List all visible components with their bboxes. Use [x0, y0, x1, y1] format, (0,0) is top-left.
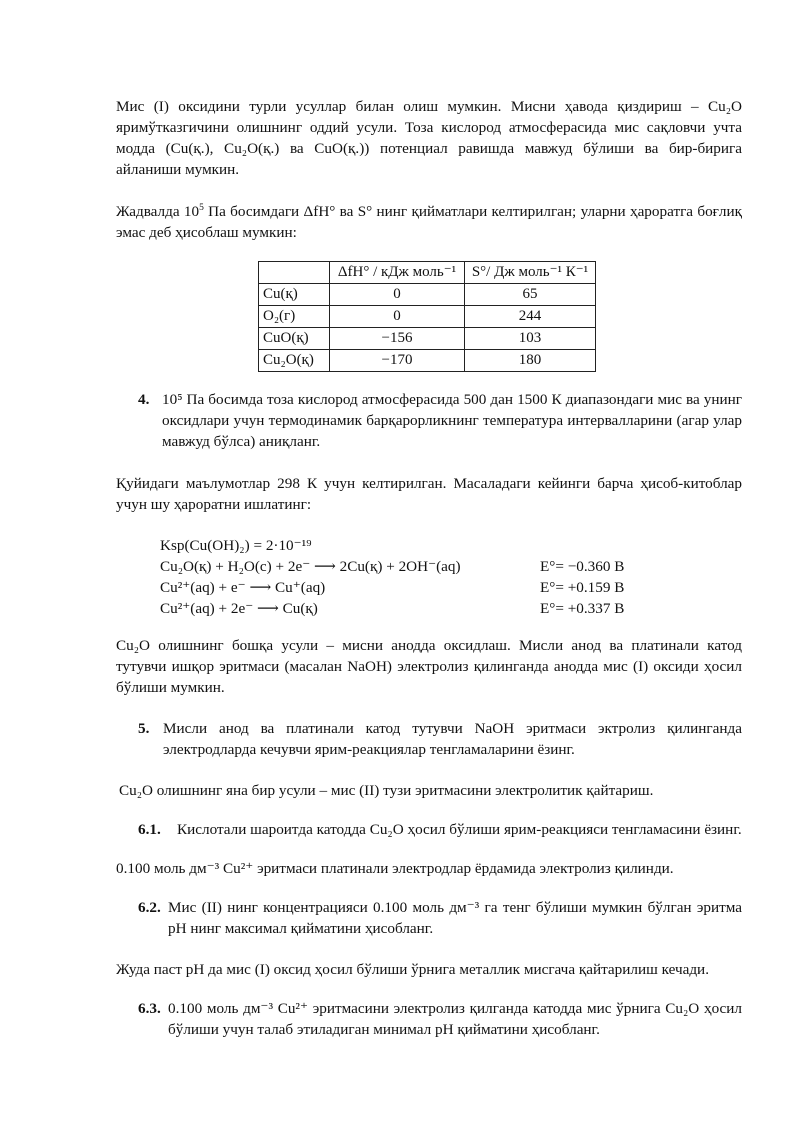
task-6-3 — [138, 998, 742, 1040]
task-6-1-text: Кислотали шароитда катодда Cu₂O ҳосил бўлиши ярим-реакцияси тенгламасини ёзинг. — [177, 821, 742, 838]
task-5-text: Мисли анод ва платинали катод тутувчи NaOH эритмаси эктролиз қилинганда электродларда кечувчи ярим-реакциялар тенгламаларини ёзинг. — [163, 720, 742, 758]
table-row — [259, 328, 596, 350]
document-page — [116, 96, 742, 1040]
table-intro-before: Жадвалда 10 — [116, 203, 200, 220]
equation-3-reaction: Cu²⁺(aq) + 2e⁻ ⟶ Cu(қ) — [160, 600, 318, 617]
table-cell-substance: O₂(г) — [259, 306, 330, 328]
task-6-3-text: 0.100 моль дм⁻³ Cu²⁺ эритмасини электролиз қилганда катодда мис ўрнига Cu₂O ҳосил бўлиши учун талаб этиладиган минимал pH қийматини ҳисобланг. — [168, 1000, 742, 1038]
table-cell-s: 180 — [465, 350, 596, 372]
ksp-line — [160, 535, 742, 556]
table-cell-s: 65 — [465, 284, 596, 306]
task-6-2-number: 6.2. — [138, 899, 161, 916]
task-6-2 — [138, 897, 742, 939]
table-header-s: S°/ Дж моль⁻¹ К⁻¹ — [465, 262, 596, 284]
table-row — [259, 350, 596, 372]
intro-paragraph: Мис (I) оксидини турли усуллар билан олиш мумкин. Мисни ҳавода қиздириш – Cu₂O яримўтказгичини олишнинг оддий усули. Тоза кислород атмосферасида мис сақловчи учта модда (Cu(қ.), Cu₂O(қ.) ва CuO(қ.)) потенциал равишда мавжуд бўлиши ва бир-бирига айланиши мумкин. — [116, 98, 742, 178]
equation-1-potential: E°= −0.360 В — [540, 558, 625, 575]
data-paragraph: Қуйидаги маълумотлар 298 К учун келтирилган. Масаладаги кейинги барча ҳисоб-китоблар учун шу ҳароратни ишлатинг: — [116, 475, 742, 513]
task-5-number: 5. — [138, 720, 150, 737]
table-intro-after: Па босимдаги ΔfH° ва S° нинг қийматлари келтирилган; уларни ҳароратга боғлиқ эмас деб ҳисоблаш мумкин: — [116, 203, 742, 241]
task-6-3-number: 6.3. — [138, 1000, 161, 1017]
equation-1 — [160, 556, 742, 577]
table-cell-dh: 0 — [330, 284, 465, 306]
table-cell-substance: Cu₂O(қ) — [259, 350, 330, 372]
task-4-number: 4. — [138, 391, 150, 408]
table-row — [259, 306, 596, 328]
low-ph-paragraph: Жуда паст pH да мис (I) оксид ҳосил бўлиши ўрнига металлик мисгача қайтарилиш кечади. — [116, 961, 709, 978]
task-6-2-text: Мис (II) нинг концентрацияси 0.100 моль дм⁻³ га тенг бўлиши мумкин бўлган эритма pH нинг максимал қийматини ҳисобланг. — [168, 899, 742, 937]
task-4-text: 10⁵ Па босимда тоза кислород атмосферасида 500 дан 1500 К диапазондаги мис ва унинг оксидлари учун термодинамик барқарорликнинг температура интервалларини (агар улар мавжуд бўлса) аниқланг. — [162, 391, 742, 450]
anode-paragraph: Cu₂O олишнинг бошқа усули – мисни анодда оксидлаш. Мисли анод ва платинали катод тутувчи ишқор эритмаси (масалан NaOH) электролиз қилинганда анодда мис (I) оксиди ҳосил бўлиши мумкин. — [116, 637, 742, 696]
table-intro-exponent: 5 — [199, 202, 204, 213]
table-header-dh: ΔfH° / кДж моль⁻¹ — [330, 262, 465, 284]
table-row — [259, 284, 596, 306]
table-header-empty — [259, 262, 330, 284]
table-cell-substance: Cu(қ) — [259, 284, 330, 306]
equation-3 — [160, 598, 742, 619]
reduction-paragraph: Cu₂O олишнинг яна бир усули – мис (II) тузи эритмасини электролитик қайтариш. — [119, 782, 654, 799]
table-header-row — [259, 262, 596, 284]
table-intro-paragraph — [116, 201, 742, 243]
task-6-1 — [138, 819, 742, 840]
table-cell-substance: CuO(қ) — [259, 328, 330, 350]
table-cell-s: 244 — [465, 306, 596, 328]
equation-3-potential: E°= +0.337 В — [540, 600, 625, 617]
equations-block — [160, 535, 742, 619]
thermo-table — [258, 261, 596, 372]
task-5 — [138, 718, 742, 760]
table-cell-s: 103 — [465, 328, 596, 350]
equation-1-reaction: Cu₂O(қ) + H₂O(с) + 2e⁻ ⟶ 2Cu(қ) + 2OH⁻(aq) — [160, 558, 461, 575]
table-cell-dh: −170 — [330, 350, 465, 372]
ksp-expression: Ksp(Cu(OH)₂) = 2·10⁻¹⁹ — [160, 537, 312, 554]
equation-2-reaction: Cu²⁺(aq) + e⁻ ⟶ Cu⁺(aq) — [160, 579, 326, 596]
task-6-1-number: 6.1. — [138, 821, 161, 838]
task-4 — [138, 389, 742, 452]
equation-2 — [160, 577, 742, 598]
thermo-table-wrapper — [258, 261, 742, 372]
table-cell-dh: −156 — [330, 328, 465, 350]
equation-2-potential: E°= +0.159 В — [540, 579, 625, 596]
electrolysis-paragraph: 0.100 моль дм⁻³ Cu²⁺ эритмаси платинали электродлар ёрдамида электролиз қилинди. — [116, 860, 674, 877]
table-cell-dh: 0 — [330, 306, 465, 328]
